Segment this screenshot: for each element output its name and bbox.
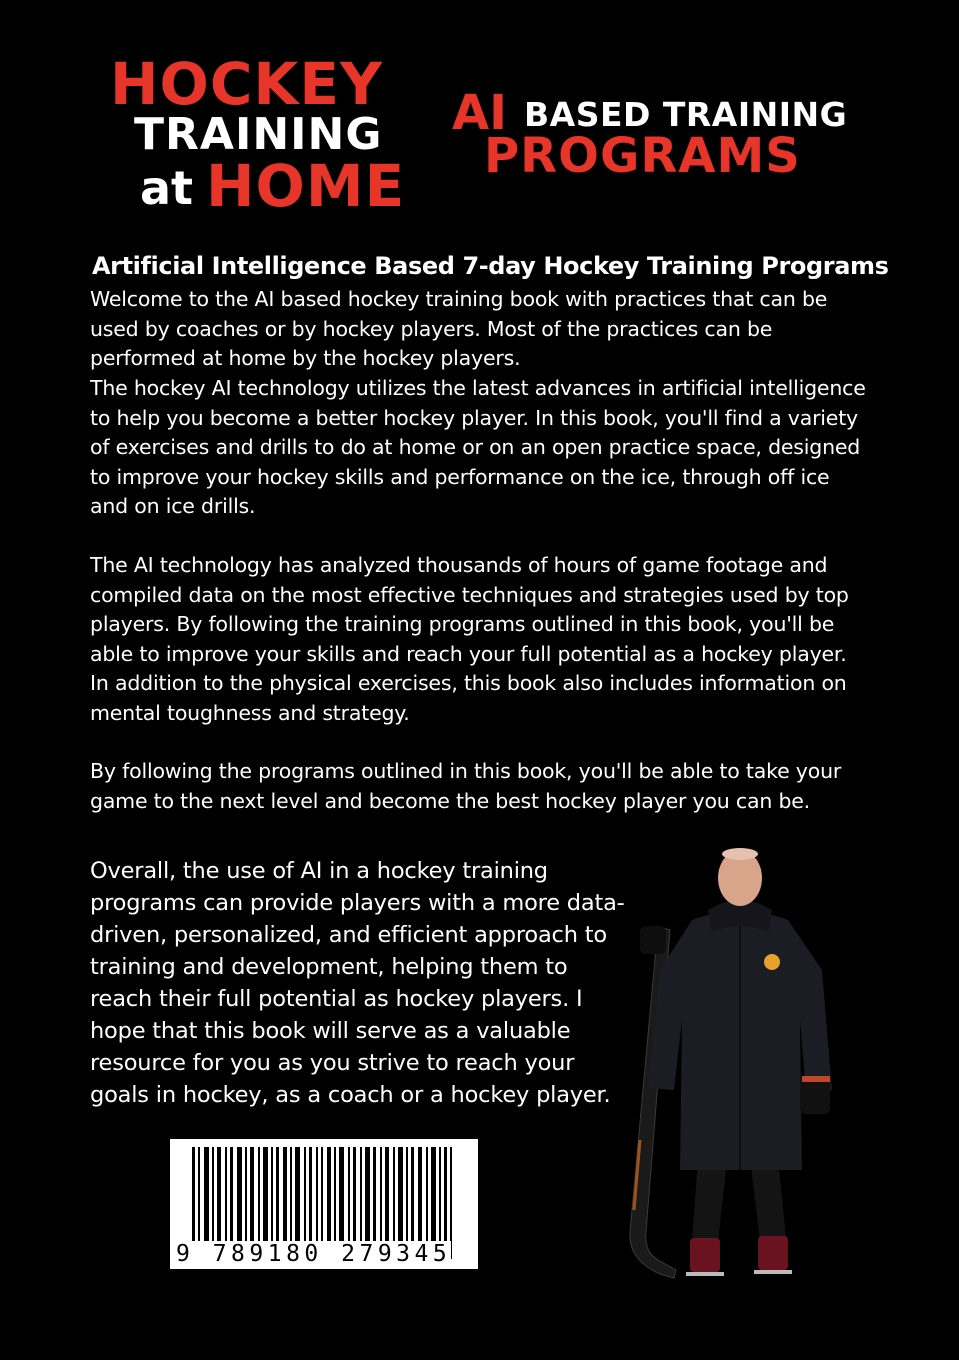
paragraph-next-level: By following the programs outlined in this book, you'll be able to take your game to the next level and become the best hockey player you can be. [90, 759, 842, 813]
logo-home: HOME [206, 152, 406, 220]
paragraph-analysis: The AI technology has analyzed thousands of hours of game footage and compiled data on the most effective techniques and strategies used by top players. By following the training programs outlined in this book, you'll be able to improve your skills and reach your full potential as a hockey player. In addition to the physical exercises, this book also includes information on mental toughness and strategy. [90, 553, 849, 725]
logo-training: TRAINING [134, 109, 383, 160]
book-heading: Artificial Intelligence Based 7-day Hockey Training Programs [92, 252, 889, 280]
paragraph-technology: The hockey AI technology utilizes the latest advances in artificial intelligence to help you become a better hockey player. In this book, you'll find a variety of exercises and drills to do at home or on an open practice space, designed to improve your hockey skills and performance on the ice, through off ice and on ice drills. [90, 376, 866, 518]
paragraph-intro: Welcome to the AI based hockey training book with practices that can be used by coaches or by hockey players. Most of the practices can be performed at home by the hockey players. [90, 287, 828, 370]
isbn-number: 9 789180 279345 [176, 1241, 452, 1267]
coach-photo [600, 840, 860, 1300]
logo-ai: AI [452, 85, 508, 141]
isbn-barcode [170, 1139, 478, 1269]
logo-at: at [140, 161, 194, 215]
logo-hockey: HOCKEY [110, 50, 383, 118]
logo-based-training: BASED TRAINING [524, 95, 848, 134]
logo-programs: PROGRAMS [484, 128, 801, 184]
paragraph-overall: Overall, the use of AI in a hockey training programs can provide players with a more data-driven, personalized, and efficient approach to training and development, helping them to reach their full potential as hockey players. I hope that this book will serve as a valuable resource for you as you strive to reach your goals in hockey, as a coach or a hockey player. [90, 858, 625, 1108]
